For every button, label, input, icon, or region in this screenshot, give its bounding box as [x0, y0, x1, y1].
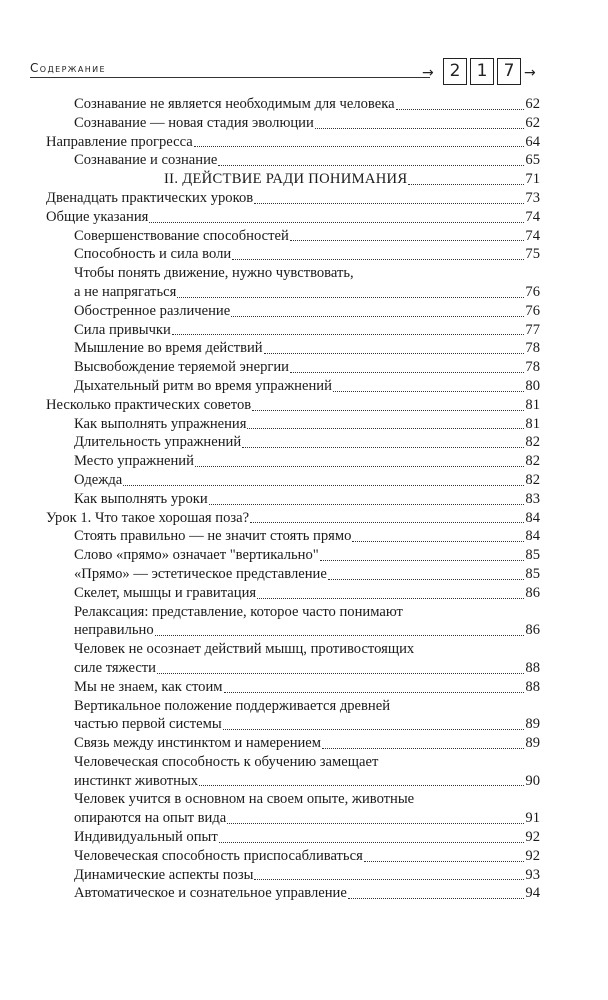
- dot-leader: [242, 446, 524, 448]
- dot-leader: [209, 503, 525, 505]
- dot-leader: [290, 239, 525, 241]
- toc-page-number: 78: [525, 340, 540, 357]
- toc-page-number: 82: [525, 453, 540, 470]
- toc-entry-title: Чтобы понять движение, нужно чувствовать,: [74, 265, 354, 282]
- arrow-right-icon: →: [524, 65, 536, 81]
- dot-leader: [123, 484, 524, 486]
- dot-leader: [328, 578, 525, 580]
- toc-page-number: 89: [525, 716, 540, 733]
- toc-page-number: 81: [525, 415, 540, 432]
- toc-entry-title: Динамические аспекты позы: [74, 866, 254, 883]
- toc-entry-title: Сознавание не является необходимым для человека: [74, 96, 395, 112]
- dot-leader: [157, 672, 524, 674]
- toc-entry-title: Стоять правильно — не значит стоять прямо: [74, 528, 352, 545]
- toc-entry-title: «Прямо» — эстетическое представление: [74, 565, 327, 582]
- toc-page-number: 83: [525, 490, 540, 507]
- toc-entry-title: Связь между инстинктом и намерением: [74, 735, 322, 752]
- header-title: Содержание: [30, 61, 106, 75]
- dot-leader: [149, 221, 524, 223]
- toc-entry-title-continued: а не напрягаться: [74, 283, 177, 300]
- toc-entry-title-continued: неправильно: [74, 622, 154, 639]
- toc-page-number: 71: [525, 171, 540, 188]
- toc-entry-title-continued: силе тяжести: [74, 659, 156, 676]
- dot-leader: [257, 597, 524, 599]
- toc-entry: [46, 321, 540, 340]
- toc-page-number: 73: [525, 189, 540, 206]
- toc-page-number: 90: [525, 772, 540, 789]
- toc-page-number: 84: [525, 528, 540, 545]
- toc-entry: [46, 866, 540, 885]
- dot-leader: [223, 728, 525, 730]
- toc-page-number: 81: [525, 396, 540, 413]
- toc-entry: [46, 847, 540, 866]
- page-number-digit: 1: [470, 58, 494, 85]
- toc-entry-title: Совершенствование способностей: [74, 227, 289, 244]
- toc-entry: [46, 546, 540, 565]
- dot-leader: [194, 145, 525, 147]
- toc-entry-title: Высвобождение теряемой энергии: [74, 359, 289, 376]
- toc-entry-title: Двенадцать практических уроков: [46, 189, 254, 206]
- toc-entry: [46, 245, 540, 264]
- toc-page-number: 93: [525, 866, 540, 883]
- toc-entry-title: II. ДЕЙСТВИЕ РАДИ ПОНИМАНИЯ: [164, 171, 408, 188]
- toc-entry: [46, 734, 540, 753]
- toc-entry-title: Мы не знаем, как стоим: [74, 678, 223, 695]
- toc-entry: [46, 753, 540, 791]
- toc-entry: [46, 95, 540, 114]
- toc-page-number: 89: [525, 735, 540, 752]
- toc-entry: [46, 189, 540, 208]
- toc-entry-title: Индивидуальный опыт: [74, 829, 218, 846]
- toc-section-heading: [46, 170, 540, 189]
- toc-entry: [46, 133, 540, 152]
- toc-page-number: 74: [525, 227, 540, 244]
- toc-page-number: 82: [525, 471, 540, 488]
- toc-entry-title: Место упражнений: [74, 453, 194, 470]
- page-number-digit: 2: [443, 58, 467, 85]
- toc-entry: [46, 302, 540, 321]
- dot-leader: [218, 164, 524, 166]
- toc-page-number: 91: [525, 810, 540, 827]
- toc-page-number: 77: [525, 321, 540, 338]
- toc-page-number: 75: [525, 246, 540, 263]
- dot-leader: [315, 127, 525, 129]
- dot-leader: [250, 521, 524, 523]
- toc-entry-title: Скелет, мышцы и гравитация: [74, 584, 257, 601]
- toc-page-number: 62: [525, 114, 540, 131]
- toc-page-number: 85: [525, 547, 540, 564]
- toc-page-number: 65: [525, 152, 540, 169]
- dot-leader: [320, 559, 525, 561]
- toc-entry: [46, 151, 540, 170]
- dot-leader: [396, 108, 525, 110]
- dot-leader: [352, 540, 524, 542]
- toc-entry-title: Как выполнять уроки: [74, 490, 208, 507]
- toc-entry: [46, 490, 540, 509]
- toc-entry-title: Одежда: [74, 471, 123, 488]
- toc-page-number: 62: [525, 96, 540, 112]
- toc-entry: [46, 433, 540, 452]
- toc-entry: [46, 452, 540, 471]
- dot-leader: [247, 427, 524, 429]
- toc-page-number: 94: [525, 885, 540, 902]
- toc-entry-title: Общие указания: [46, 208, 149, 225]
- toc-entry: [46, 584, 540, 603]
- toc-entry-title: Сила привычки: [74, 321, 171, 338]
- toc-entry: [46, 396, 540, 415]
- header-rule: [30, 77, 430, 78]
- toc-entry: [46, 377, 540, 396]
- toc-entry: [46, 415, 540, 434]
- dot-leader: [231, 315, 524, 317]
- dot-leader: [224, 691, 525, 693]
- toc-page-number: 85: [525, 565, 540, 582]
- toc-entry-title: Релаксация: представление, которое часто понимают: [74, 603, 403, 620]
- toc-entry-title: Мышление во время действий: [74, 340, 263, 357]
- dot-leader: [177, 296, 524, 298]
- toc-entry: [46, 264, 540, 302]
- dot-leader: [254, 878, 524, 880]
- dot-leader: [219, 841, 525, 843]
- toc-entry-title: Автоматическое и сознательное управление: [74, 885, 347, 902]
- toc-entry-title: Слово «прямо» означает "вертикально": [74, 547, 319, 564]
- toc-entry: [46, 339, 540, 358]
- toc-entry-title: Дыхательный ритм во время упражнений: [74, 377, 332, 394]
- toc-entry-title: Вертикальное положение поддерживается древней: [74, 697, 391, 714]
- dot-leader: [290, 371, 524, 373]
- dot-leader: [232, 258, 524, 260]
- dot-leader: [322, 747, 524, 749]
- toc-entry-title: Способность и сила воли: [74, 246, 232, 263]
- dot-leader: [155, 634, 525, 636]
- toc-entry: [46, 114, 540, 133]
- toc-entry-title: Направление прогресса: [46, 133, 193, 150]
- toc-entry-title: Урок 1. Что такое хорошая поза?: [46, 509, 250, 526]
- toc-entry-title-continued: инстинкт животных: [74, 772, 199, 789]
- toc-entry-title: Длительность упражнений: [74, 434, 242, 451]
- toc-entry: [46, 208, 540, 227]
- toc-page-number: 76: [525, 283, 540, 300]
- running-header: [30, 52, 555, 92]
- toc-entry-title: Сознавание — новая стадия эволюции: [74, 114, 314, 131]
- dot-leader: [252, 409, 524, 411]
- toc-entry: [46, 678, 540, 697]
- dot-leader: [333, 390, 525, 392]
- toc-entry-title: Несколько практических советов: [46, 396, 252, 413]
- toc-page-number: 92: [525, 847, 540, 864]
- toc-entry: [46, 640, 540, 678]
- table-of-contents: [46, 95, 540, 903]
- toc-entry-title-continued: опираются на опыт вида: [74, 810, 227, 827]
- toc-entry-title: Обостренное различение: [74, 302, 231, 319]
- toc-entry: [46, 527, 540, 546]
- toc-entry-title: Человеческая способность приспосабливаться: [74, 847, 363, 864]
- arrow-right-icon: →: [422, 65, 434, 81]
- dot-leader: [264, 352, 525, 354]
- toc-page-number: 88: [525, 678, 540, 695]
- page-number-digit: 7: [497, 58, 521, 85]
- toc-page-number: 86: [525, 622, 540, 639]
- toc-entry-title: Человек учится в основном на своем опыте, животные: [74, 791, 415, 808]
- toc-page-number: 84: [525, 509, 540, 526]
- toc-entry: [46, 828, 540, 847]
- dot-leader: [408, 183, 524, 185]
- dot-leader: [254, 202, 524, 204]
- dot-leader: [227, 822, 524, 824]
- toc-entry-title: Как выполнять упражнения: [74, 415, 247, 432]
- toc-entry: [46, 884, 540, 903]
- toc-page-number: 74: [525, 208, 540, 225]
- toc-page-number: 86: [525, 584, 540, 601]
- dot-leader: [199, 784, 524, 786]
- toc-entry: [46, 697, 540, 735]
- toc-page-number: 82: [525, 434, 540, 451]
- toc-entry: [46, 603, 540, 641]
- toc-page-number: 78: [525, 359, 540, 376]
- toc-entry: [46, 509, 540, 528]
- toc-entry-title: Человек не осознает действий мышц, противостоящих: [74, 641, 415, 658]
- toc-page-number: 64: [525, 133, 540, 150]
- dot-leader: [172, 333, 525, 335]
- toc-entry-title: Человеческая способность к обучению замещает: [74, 753, 379, 770]
- toc-entry-title: Сознавание и сознание: [74, 152, 218, 169]
- dot-leader: [195, 465, 524, 467]
- toc-page-number: 76: [525, 302, 540, 319]
- toc-entry: [46, 471, 540, 490]
- toc-page-number: 92: [525, 829, 540, 846]
- dot-leader: [348, 897, 525, 899]
- dot-leader: [364, 860, 525, 862]
- toc-entry: [46, 790, 540, 828]
- toc-entry-title-continued: частью первой системы: [74, 716, 222, 733]
- toc-entry: [46, 227, 540, 246]
- toc-page-number: 88: [525, 659, 540, 676]
- toc-entry: [46, 565, 540, 584]
- toc-entry: [46, 358, 540, 377]
- toc-page-number: 80: [525, 377, 540, 394]
